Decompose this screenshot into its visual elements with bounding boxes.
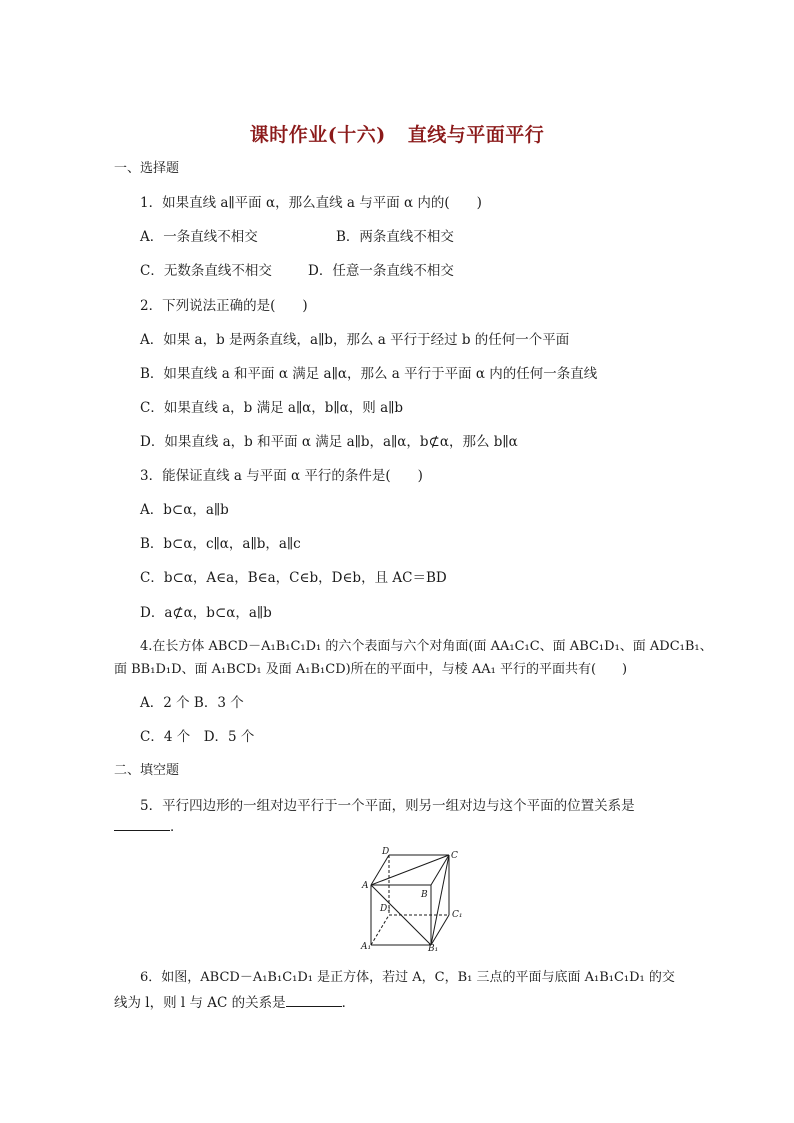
edge-a1d1-hidden [371,915,389,945]
q5-blank[interactable] [114,818,170,831]
title-main: 课时作业(十六) [249,124,386,146]
page-title [0,120,794,147]
q6-stem-line1: 6．如图，ABCD－A₁B₁C₁D₁ 是正方体，若过 A，C，B₁ 三点的平面与底面 A₁B₁C₁D₁ 的交 [140,970,675,985]
q1-option-d: D．任意一条直线不相交 [308,263,454,279]
section-choice: 一、选择题 [114,161,180,176]
q6-stem-line2-text: 线为 l，则 l 与 AC 的关系是 [114,995,286,1011]
q3-option-d: D．a⊄α，b⊂α，a∥b [140,605,272,621]
cube-figure [355,845,470,953]
label-a: A [362,881,369,891]
q4-stem-line1: 4.在长方体 ABCD－A₁B₁C₁D₁ 的六个表面与六个对角面(面 AA₁C₁C、面 ABC₁D₁、面 ADC₁B₁、 [140,639,713,654]
q3-option-b: B．b⊂α，c∥α，a∥b，a∥c [140,536,301,552]
label-c: C [451,851,458,861]
section-fill: 二、填空题 [114,763,180,778]
title-sub: 直线与平面平行 [407,124,545,146]
q1-option-b: B．两条直线不相交 [336,229,454,245]
label-b: B [421,890,428,900]
q6-stem-line2 [114,994,355,1012]
q4-options-ab: A．2 个 B．3 个 [140,695,244,711]
label-b1: B₁ [428,944,439,953]
q4-options-cd: C．4 个 D．5 个 [140,729,255,745]
q3-stem: 3．能保证直线 a 与平面 α 平行的条件是( ) [140,468,423,484]
q3-option-a: A．b⊂α，a∥b [140,502,229,518]
q2-option-c: C．如果直线 a，b 满足 a∥α，b∥α，则 a∥b [140,400,404,416]
q1-option-c: C．无数条直线不相交 [140,263,272,279]
q2-option-a: A．如果 a，b 是两条直线，a∥b，那么 a 平行于经过 b 的任何一个平面 [140,332,570,348]
q5-stem: 5．平行四边形的一组对边平行于一个平面，则另一组对边与这个平面的位置关系是 [140,798,635,814]
q3-option-c: C．b⊂α，A∈a，B∈a，C∈b，D∈b，且 AC＝BD [140,570,447,586]
q2-option-b: B．如果直线 a 和平面 α 满足 a∥α，那么 a 平行于平面 α 内的任何一条直线 [140,366,598,382]
diag-cb1 [431,855,449,945]
label-c1: C₁ [452,910,463,920]
diag-ac [371,855,449,885]
q2-option-d: D．如果直线 a，b 和平面 α 满足 a∥b，a∥α，b⊄α，那么 b∥α [140,434,518,450]
q1-option-a: A．一条直线不相交 [140,229,258,245]
label-d: D [382,847,390,857]
q6-blank[interactable] [286,994,342,1007]
label-a1: A₁ [361,942,372,952]
q6-end: ． [341,995,356,1011]
edge-ad [371,855,389,885]
label-d1: D₁ [380,904,391,914]
q1-stem: 1．如果直线 a∥平面 α，那么直线 a 与平面 α 内的( ) [140,195,482,211]
q5-end: ． [170,819,184,835]
q5-answer-line [114,818,184,836]
q2-stem: 2．下列说法正确的是( ) [140,298,308,314]
q4-stem-line2: 面 BB₁D₁D、面 A₁BCD₁ 及面 A₁B₁CD)所在的平面中，与棱 AA₁ 平行的平面共有( ) [114,662,628,677]
